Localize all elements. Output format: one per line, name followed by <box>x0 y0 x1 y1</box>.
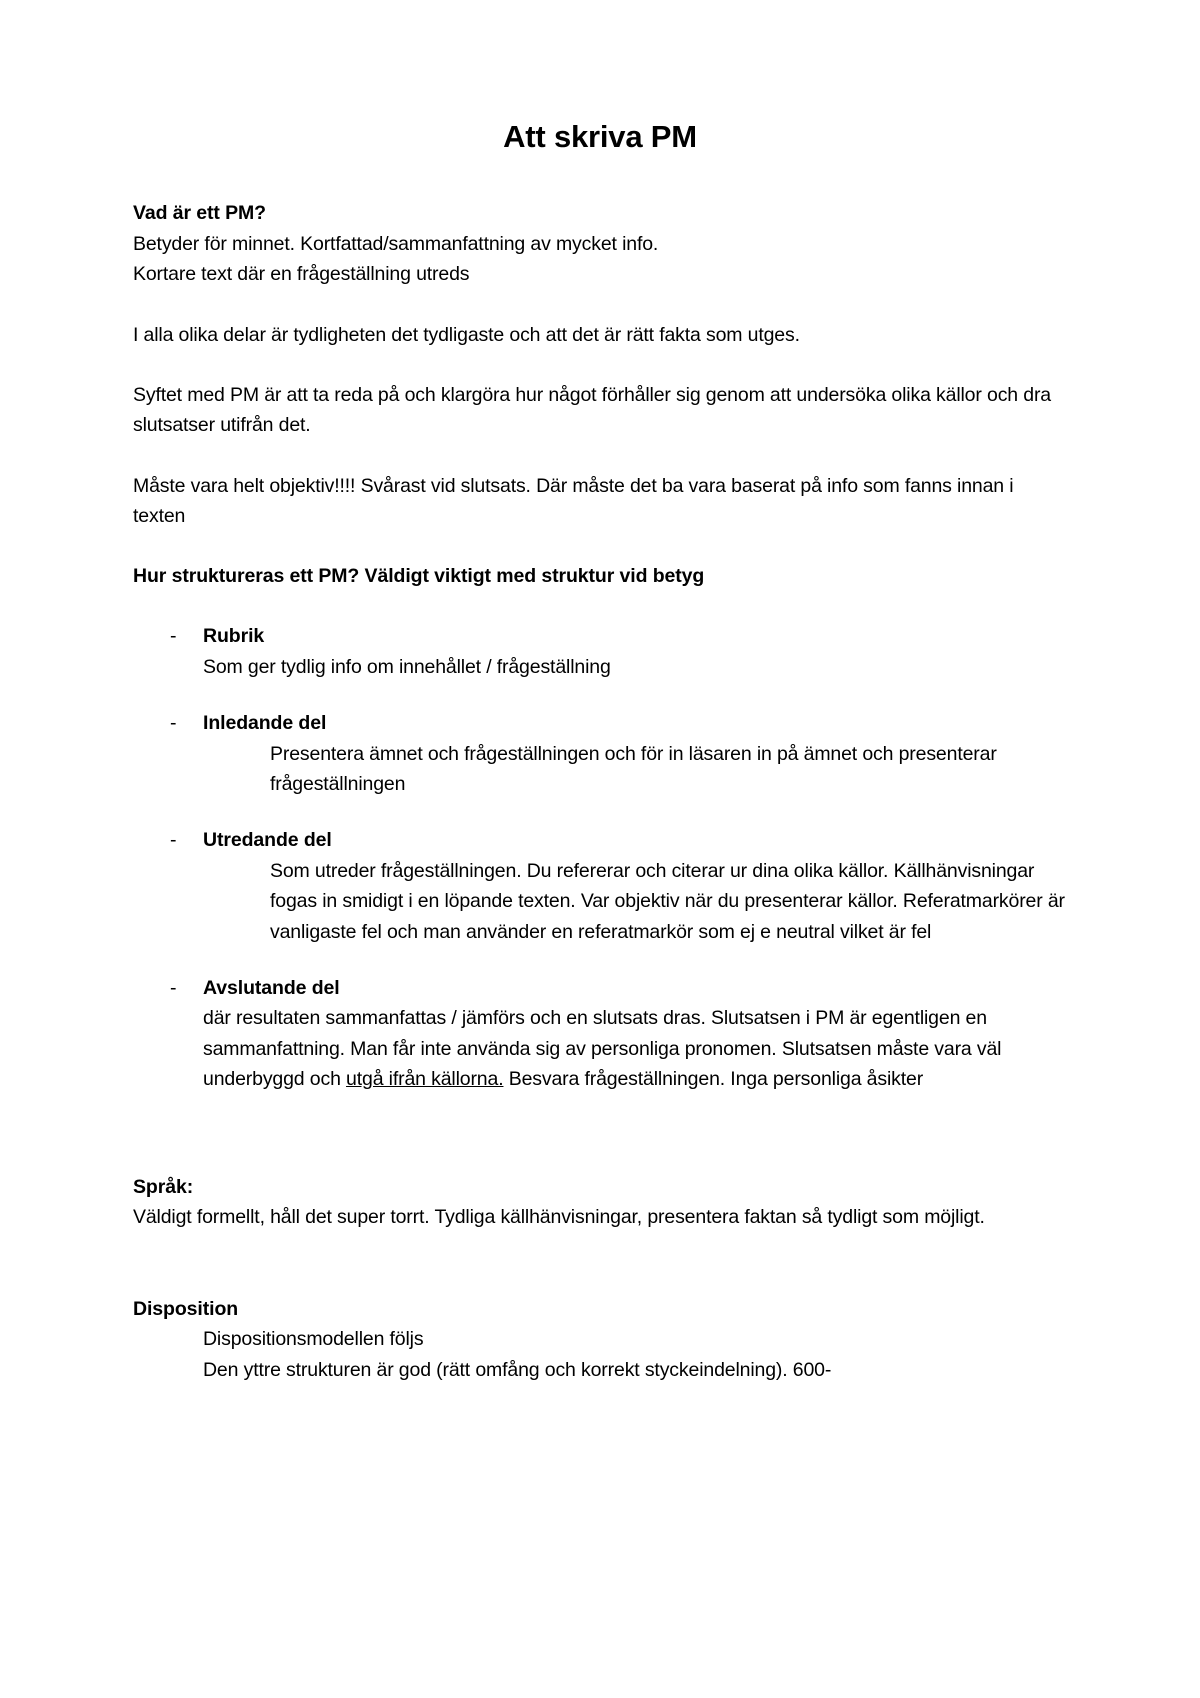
heading-what-is-pm: Vad är ett PM? <box>133 202 266 225</box>
spacer <box>133 350 1067 380</box>
language-paragraph: Väldigt formellt, håll det super torrt. Tydliga källhänvisningar, presentera faktan så tydligt som möjligt. <box>133 1206 985 1229</box>
list-item-title: Rubrik <box>203 625 265 648</box>
list-item-body-part-1: där resultaten sammanfattas / jämförs och en slutsats dras. Slutsatsen i PM är egentligen en sammanfattning. Man får inte använda sig av personliga pronomen. Slutsatsen måste vara väl underbyggd och <box>203 1007 1002 1091</box>
list-item <box>133 708 1067 799</box>
page-title: Att skriva PM <box>503 119 697 154</box>
spacer <box>133 591 1067 621</box>
list-item-body-underlined: utgå ifrån källorna. <box>346 1068 504 1091</box>
what-is-pm-line-1: Betyder för minnet. Kortfattad/sammanfattning av mycket info. <box>133 232 659 255</box>
list-item <box>133 621 1067 682</box>
list-item <box>133 973 1067 1095</box>
list-item-title: Avslutande del <box>203 976 340 999</box>
disposition-line-1: Dispositionsmodellen följs <box>203 1328 424 1351</box>
spacer <box>133 441 1067 471</box>
spacer <box>133 532 1067 562</box>
bullet-dash-icon: - <box>170 712 177 735</box>
list-item-body <box>203 1003 1067 1094</box>
disposition-body <box>133 1324 1067 1385</box>
heading-language: Språk: <box>133 1175 194 1198</box>
spacer <box>133 1233 1067 1295</box>
list-item-body: Presentera ämnet och frågeställningen och för in läsaren in på ämnet och presenterar frågeställningen <box>270 742 997 795</box>
heading-disposition: Disposition <box>133 1297 239 1320</box>
spacer <box>133 1095 1067 1173</box>
structure-bullet-list <box>133 621 1067 1094</box>
bullet-dash-icon: - <box>170 625 177 648</box>
list-item-body: Som utreder frågeställningen. Du refererar och citerar ur dina olika källor. Källhänvisningar fogas in smidigt i en löpande texten. Var objektiv när du presenterar källor. Referatmarkörer är vanligaste fel och man använder en referatmarkör som ej e neutral vilket är fel <box>270 859 1065 943</box>
list-item-title: Utredande del <box>203 829 332 852</box>
spacer <box>133 290 1067 320</box>
clarity-paragraph: I alla olika delar är tydligheten det tydligaste och att det är rätt fakta som utges. <box>133 323 800 346</box>
heading-structure: Hur struktureras ett PM? Väldigt viktigt med struktur vid betyg <box>133 564 705 587</box>
disposition-line-2: Den yttre strukturen är god (rätt omfång och korrekt styckeindelning). 600- <box>203 1358 832 1381</box>
bullet-dash-icon: - <box>170 976 177 999</box>
list-item-body: Som ger tydlig info om innehållet / frågeställning <box>203 655 611 678</box>
list-item <box>133 825 1067 947</box>
document-content <box>133 118 1067 1385</box>
list-item-body-part-2: Besvara frågeställningen. Inga personliga åsikter <box>503 1068 924 1091</box>
objectivity-paragraph: Måste vara helt objektiv!!!! Svårast vid slutsats. Där måste det ba vara baserat på info som fanns innan i texten <box>133 474 1014 528</box>
bullet-dash-icon: - <box>170 829 177 852</box>
list-item-title: Inledande del <box>203 712 327 735</box>
what-is-pm-line-2: Kortare text där en frågeställning utreds <box>133 263 470 286</box>
purpose-paragraph: Syftet med PM är att ta reda på och klargöra hur något förhåller sig genom att undersöka olika källor och dra slutsatser utifrån det. <box>133 384 1051 437</box>
